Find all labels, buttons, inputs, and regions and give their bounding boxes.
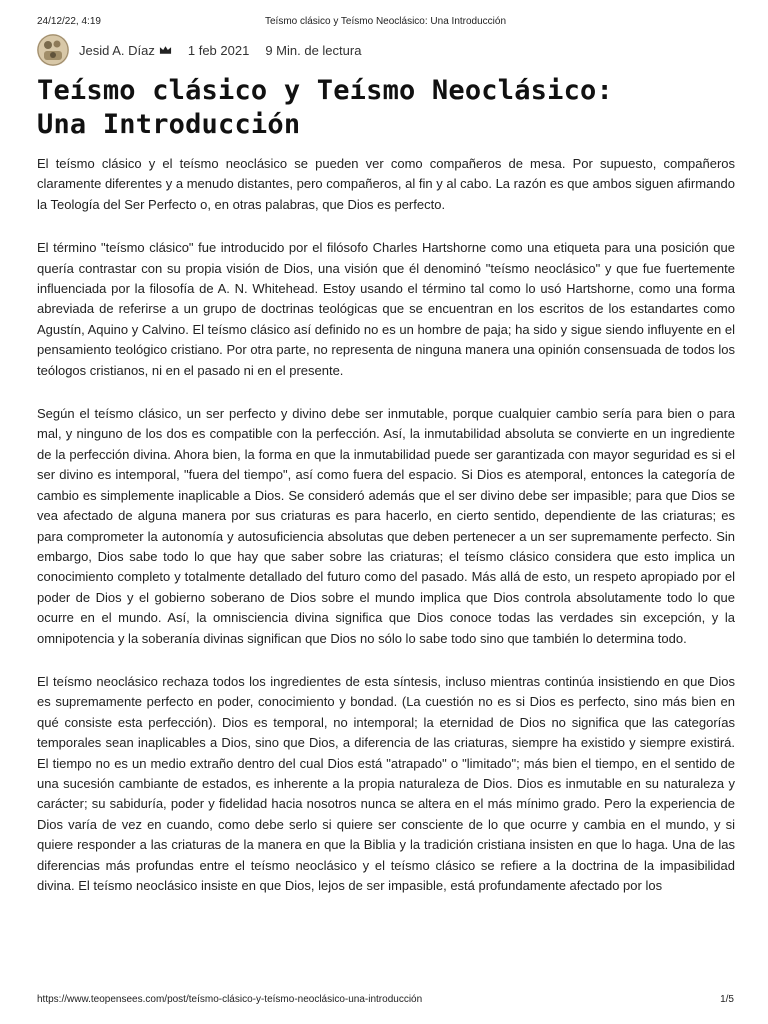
paragraph: El teísmo neoclásico rechaza todos los ingredientes de esta síntesis, incluso mientras continúa insistiendo en que Dios es supremamente perfecto en poder, conocimiento y bondad. (La cuestión no es si Dios es perfecto, sino más bien en qué consiste esta perfección). Dios es temporal, no intemporal; la eternidad de Dios no significa que las categorías temporales sean inaplicables a Dios, sino que Dios, a diferencia de las criaturas, siempre ha existido y siempre existirá. El tiempo no es un medio extraño dentro del cual Dios está "atrapado" o "limitado"; más bien el tiempo, en el sentido de una sucesión cambiante de estados, es inherente a la propia naturaleza de Dios. Dios es inmutable en su naturaleza y carácter; su sabiduría, poder y fidelidad hacia nosotros nunca se altera en el más mínimo grado. Pero la experiencia de Dios varía de vez en cuando, como debe serlo si quiere ser consciente de lo que ocurre y cambia en el mundo, y si quiere responder a las criaturas de la manera en que la Biblia y la tradición cristiana insisten en que lo haga. Una de las diferencias más profundas entre el teísmo neoclásico y el teísmo clásico se refiere a la doctrina de la impasibilidad divina. El teísmo neoclásico insiste en que Dios, lejos de ser impasible, está profundamente afectado por los [37, 673, 735, 893]
post-meta [37, 32, 361, 68]
author-avatar[interactable] [37, 34, 69, 66]
print-datetime: 24/12/22, 4:19 [37, 16, 101, 27]
paragraph: Según el teísmo clásico, un ser perfecto y divino debe ser inmutable, porque cualquier cambio sería para bien o para mal, y ninguno de los dos es compatible con la perfección. Así, la inmutabilidad absoluta se convierte en un ingrediente de la perfección divina. Ahora bien, la forma en que la inmutabilidad puede ser garantizada con mayor seguridad es si el ser divino es intemporal, "fuera del tiempo", así como fuera del espacio. Si Dios es atemporal, entonces la categoría de cambio es simplemente inaplicable a Dios. Se consideró además que el ser divino debe ser impasible; para que Dios se vea afectado de alguna manera por sus criaturas es para hacerlo, en cierto sentido, dependiente de las criaturas; es para comprometer la autonomía y autosuficiencia absolutas que deben pertenecer a un ser supremamente perfecto. Sin embargo, Dios sabe todo lo que hay que saber sobre las criaturas; el teísmo clásico considera que esto implica un conocimiento completo y totalmente detallado del futuro como del pasado. Más allá de esto, un respeto apropiado por el poder de Dios y el gobierno soberano de Dios sobre el mundo implica que Dios controla absolutamente todo lo que ocurre en el mundo. Así, la omnisciencia divina significa que Dios conoce todas las verdades sin excepción, y la omnipotencia y la soberanía divinas significan que Dios no sólo lo sabe todo sino que también lo determina todo. [37, 406, 735, 646]
paragraph: El teísmo clásico y el teísmo neoclásico se pueden ver como compañeros de mesa. Por supuesto, compañeros claramente diferentes y a menudo distantes, pero compañeros, al fin y al cabo. La razón es que ambos siguen afirmando la Teología del Ser Perfecto o, en otras palabras, que Dios es perfecto. [37, 156, 735, 212]
author-name[interactable]: Jesid A. Díaz [79, 42, 155, 58]
paragraph: El término "teísmo clásico" fue introducido por el filósofo Charles Hartshorne como una etiqueta para una posición que quería contrastar con su propia visión de Dios, una visión que él denominó "teísmo neoclásico" y que fue fuertemente influenciada por la filosofía de A. N. Whitehead. Estoy usando el término tal como lo usó Hartshorne, como una forma abreviada de referirse a un grupo de doctrinas teológicas que se encuentran en los escritos de los estandartes como Agustín, Aquino y Calvino. El teísmo clásico así definido no es un hombre de paja; ha sido y sigue siendo influyente en el pensamiento teológico cristiano. Por otra parte, no representa de ninguna manera una opinión consensuada de todos los teólogos cristianos, ni en el pasado ni en el presente. [37, 240, 735, 378]
page-number: 1/5 [720, 994, 734, 1005]
post-date: 1 feb 2021 [187, 42, 250, 58]
article-title-line-2: Una Introducción [37, 109, 301, 140]
print-footer [37, 994, 734, 1008]
read-time: 9 Min. de lectura [265, 42, 362, 58]
page-url[interactable]: https://www.teopensees.com/post/teísmo-clásico-y-teísmo-neoclásico-una-introducción [37, 994, 423, 1005]
print-header [37, 16, 734, 30]
crown-icon [159, 45, 172, 55]
article-title-line-1: Teísmo clásico y Teísmo Neoclásico: [37, 75, 613, 106]
article-title [37, 74, 738, 142]
article-body [37, 154, 735, 919]
print-page-title: Teísmo clásico y Teísmo Neoclásico: Una Introducción [264, 16, 507, 27]
